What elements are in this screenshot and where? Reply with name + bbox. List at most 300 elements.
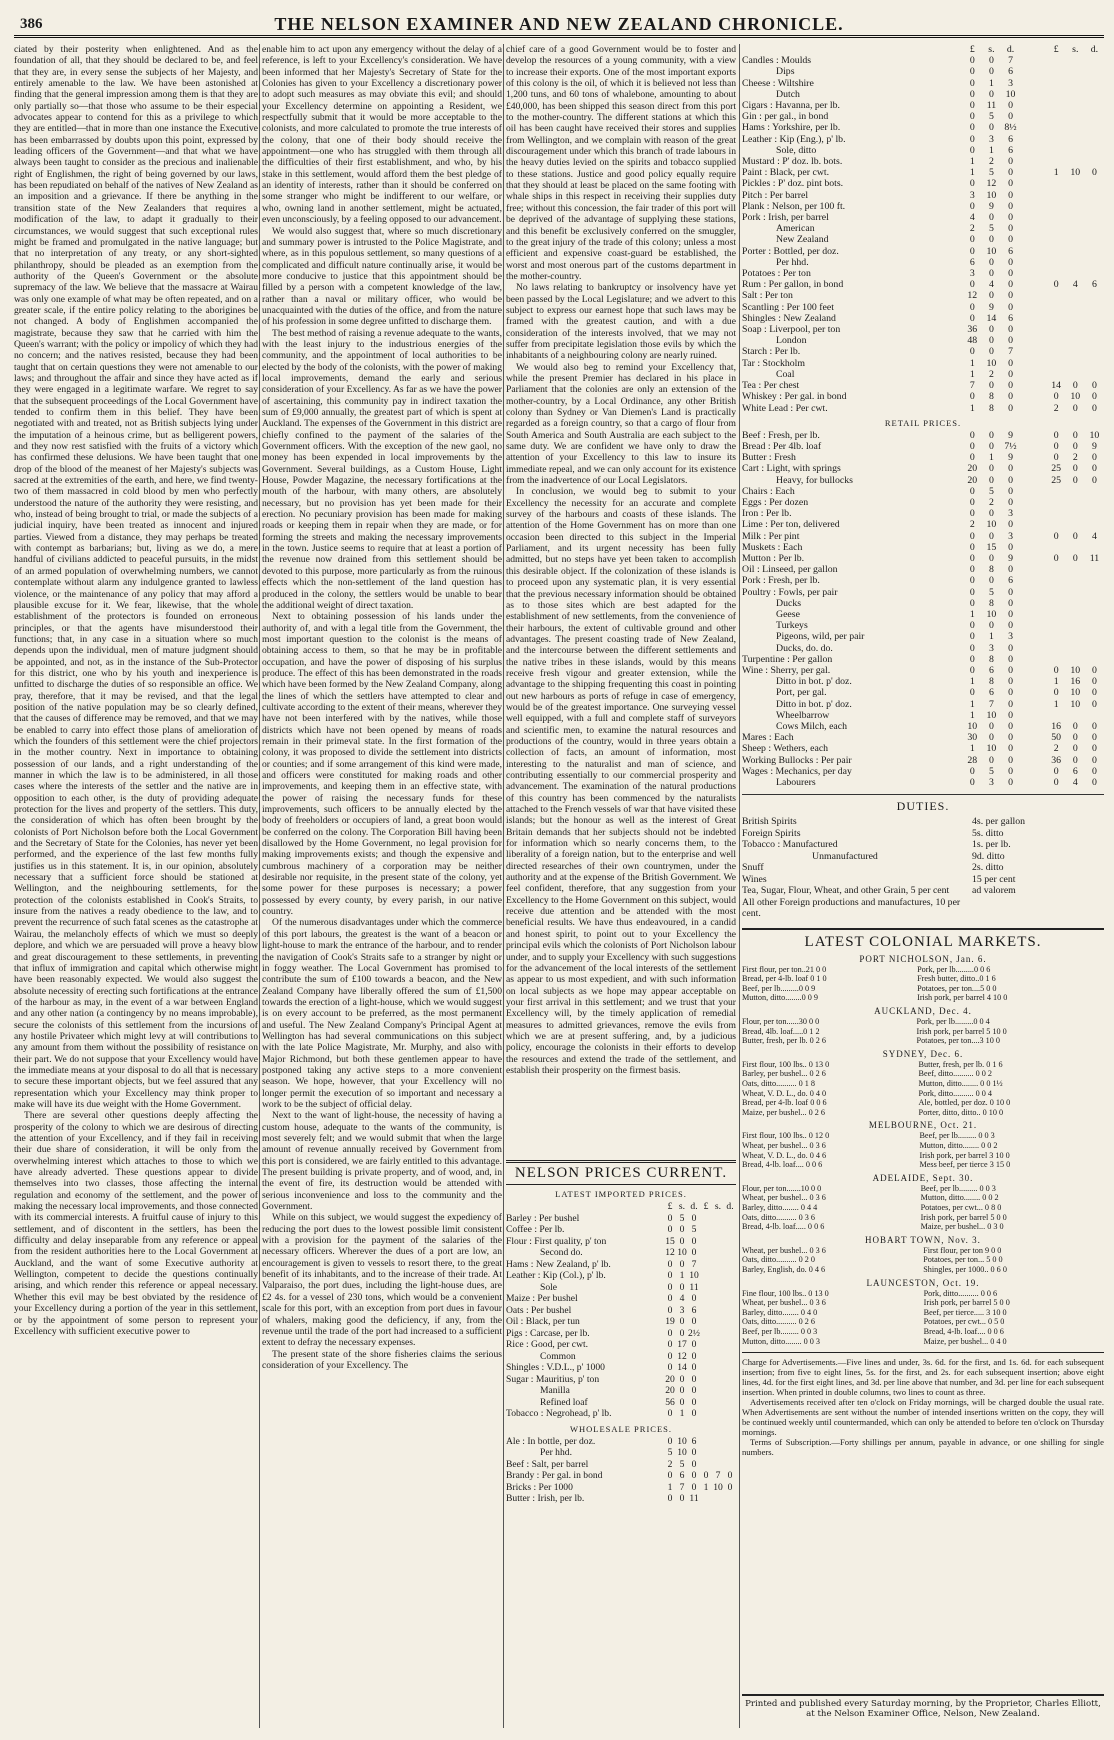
price-high: 10 [1070,698,1081,710]
price-high [724,1213,736,1225]
price-low: 0 [1008,519,1013,531]
spacer [1020,279,1046,290]
price-high [1066,324,1085,335]
price-high: 0 [1072,720,1078,732]
price-high [1047,358,1066,369]
price-high [1066,710,1085,721]
spacer [1020,755,1046,766]
price-high [712,1305,724,1317]
price-high [1066,564,1085,575]
spacer [1020,223,1046,234]
price-low: 0 [1008,586,1013,598]
price-row [506,1270,736,1282]
item-name: Butter : Irish, per lb. [506,1493,585,1504]
price-low: 0 [667,1408,673,1419]
market-entry: Wheat, V. D. L., do. 0 4 0 [742,1088,827,1098]
price-row [742,78,1104,89]
item-name: Whiskey : Per gal. in bond [742,391,847,403]
item-name: Chairs : Each [742,485,795,497]
wholesale-prices-heading: WHOLESALE PRICES. [570,1423,672,1434]
price-low: 0 [969,301,975,313]
item-name: Coffee : Per lb. [506,1224,565,1235]
market-entry: Porter, ditto, ditto.. 0 10 0 [918,1107,1004,1117]
price-low: 0 [969,765,975,777]
market-row [742,984,1104,994]
price-low: 20 [967,474,978,486]
price-high [1066,234,1085,245]
page-header [14,8,1104,38]
price-high [712,1224,724,1236]
market-entry: Butter, fresh, per lb. 0 2 6 [742,1036,827,1046]
retail-prices-heading: RETAIL PRICES. [884,417,962,428]
price-low: 0 [988,552,994,564]
market-entry: Wheat, per bushel... 0 3 6 [742,1298,826,1308]
price-low: 0 [691,1385,697,1396]
price-row [506,1436,736,1448]
nelson-prices-current [506,1160,736,1505]
price-low: 3 [679,1304,685,1316]
price-high [1085,643,1104,654]
price-low: 0 [1008,357,1013,369]
price-high [1047,156,1066,167]
item-name: Port, per gal. [776,687,827,699]
price-high [712,1270,724,1282]
item-name: Per hhd. [776,256,809,268]
price-high: 0 [1091,743,1097,755]
price-high [1047,609,1066,620]
price-high: 0 [1072,552,1078,564]
market-entry: Beef, per tierce..... 3 10 0 [923,1307,1007,1317]
price-low: 28 [967,754,978,766]
price-high: 0 [1072,463,1078,475]
price-low: 0 [988,268,994,280]
price-high [1047,587,1066,598]
market-entry: Beef, ditto.......... 0 0 2 [918,1069,992,1079]
item-name: Cigars : Havanna, per lb. [742,100,840,112]
price-row [506,1213,736,1225]
price-low: 0 [1008,234,1013,246]
price-high [712,1316,724,1328]
price-low: 0 [667,1293,673,1304]
paragraph: We would also suggest that, where so much discretionary and summary power is intrusted to the Police Magistrate, and where, as in this populous settlement, so many questions of a complicated and difficult nature continually arise, it would be more conducive to justice that this appointment should be filled by a person with a competent knowledge of the law, rather than a naval or military officer, who would be unacquainted with the duties of the office, and from the nature of his profession in some degree unfitted to discharge them. [262,225,502,328]
item-name: Mustard : P' doz. lb. bots. [742,156,843,168]
spacer [1020,699,1046,710]
price-low: 10 [986,743,997,755]
spacer [1020,380,1046,391]
price-high [712,1339,724,1351]
market-entry: Shingles, per 1000.. 0 6 0 [923,1264,1007,1274]
col-pence: d. [690,1201,698,1212]
market-entry: Oats, ditto.......... 0 1 8 [742,1079,816,1089]
price-low: 4 [969,212,975,224]
item-name: London [776,335,807,347]
col-pounds: £ [969,44,975,55]
price-row [742,66,1104,77]
price-high [724,1316,736,1328]
price-low: 0 [1008,268,1013,280]
item-name: Oil : Linseed, per gallon [742,564,838,576]
price-high [1085,89,1104,100]
price-low: 4 [679,1293,685,1304]
market-entry: Bread, 4-lb. loaf..... 0 0 6 [742,1222,825,1232]
price-low: 0 [988,429,994,441]
market-row [742,1089,1104,1099]
item-name: American [776,223,815,235]
price-high: 50 [1051,732,1062,744]
item-name: Working Bullocks : Per pair [742,754,852,766]
market-row [742,1184,1104,1194]
price-high [700,1385,712,1397]
spacer [1020,111,1046,122]
price-low: 0 [969,77,975,89]
price-low: 0 [969,452,975,464]
market-entry: Barley, per bushel... 0 2 6 [742,1069,826,1079]
price-row [742,178,1104,189]
price-high [724,1351,736,1363]
price-low: 0 [988,122,994,134]
market-row [742,1255,1104,1265]
price-low: 2 [667,1458,673,1470]
item-name: Hams : Yorkshire, per lb. [742,122,841,134]
price-high [1066,66,1085,77]
market-entry: Mutton, ditto........ 0 0 1½ [918,1079,1003,1089]
price-row [742,475,1104,486]
price-low: 3 [1008,77,1013,89]
price-low: 0 [1008,324,1013,336]
price-low: 8 [988,676,994,688]
market-entry: Pork, ditto.......... 0 0 4 [918,1088,993,1098]
price-low: 10 [986,189,997,201]
col-shillings: s. [1072,44,1079,55]
price-low: 0 [1008,474,1013,486]
price-low: 9 [1008,452,1013,464]
price-low: 0 [969,100,975,112]
price-low: 0 [1008,687,1013,699]
spacer [1020,743,1046,754]
price-high [1047,369,1066,380]
price-high [712,1385,724,1397]
price-row [506,1305,736,1317]
price-low: 4 [988,279,994,291]
imported-prices-table [506,1201,736,1420]
price-high [1066,358,1085,369]
price-high [1066,575,1085,586]
item-name: Pigeons, wild, per pair [776,631,865,643]
item-name: Per hhd. [540,1447,572,1458]
price-high: 0 [1053,279,1059,291]
article-column-2 [262,44,502,1728]
price-low: 0 [969,664,975,676]
price-row [742,430,1104,441]
duty-row [742,816,1104,828]
price-high [1085,190,1104,201]
item-name: Poultry : Fowls, per pair [742,586,838,598]
duty-row [742,897,1104,920]
price-low: 0 [1008,368,1013,380]
market-city: HOBART TOWN, Nov. 3. [865,1234,981,1245]
price-low: 0 [969,586,975,598]
market-row [742,1151,1104,1161]
col-shillings: s. [678,1201,686,1212]
market-city: ADELAIDE, Sept. 30. [872,1172,974,1183]
advertising-charges: Charge for Advertisements.—Five lines and under, 3s. 6d. for the first, and 1s. 6d. for each subsequent insertion; from five to eight lines, 5s. for the first, and 2s. for each subsequent insertion; above eight lines, 4d. for the first eight lines, and 3d. per line above that number, and 3d. per line for each subsequent insertion. When printed in double columns, two lines to count as three. [742,1357,1104,1398]
prices-column [742,44,1104,1734]
item-name: Bricks : Per 1000 [506,1481,573,1493]
price-high: 0 [1091,474,1097,486]
price-high [1085,564,1104,575]
duty-item: British Spirits [742,816,797,828]
price-low: 10 [986,245,997,257]
price-low: 2 [988,156,994,168]
market-row [742,1017,1104,1027]
price-row [506,1470,736,1482]
price-low: 0 [1008,279,1013,291]
item-name: Ducks, do. do. [776,642,833,654]
duty-row [742,828,1104,840]
item-name: Leather : Kip (Eng.), p' lb. [742,133,846,145]
price-low: 36 [967,324,978,336]
price-low: 0 [1008,178,1013,190]
paragraph: While on this subject, we would suggest the expediency of reducing the port dues to the lowest possible limit consistent with a provision for the payment of the salaries of the necessary officers. Wherever the dues of a port are low, an encouragement is given to vessels to resort there, to the great benefit of its inhabitants, and to the increase of their trade. At Valparaiso, the port dues, including the light-house dues, are £2 4s. for a vessel of 230 tons, which would be a convenient scale for this port, with an exception from port dues in favour of whalers, making good the deficiency, if any, from the revenue until the trade of the port had increased to a sufficient extent to defray the necessary expenses. [262,1212,502,1349]
price-high [1066,598,1085,609]
market-entry: Fine flour, 100 lbs.. 0 13 0 [742,1288,829,1298]
market-row [742,1203,1104,1213]
price-high [724,1408,736,1420]
price-high [700,1316,712,1328]
item-name: Salt : Per ton [742,290,793,302]
item-name: Coal [776,368,795,380]
item-name: Common [540,1350,576,1362]
price-high [1066,55,1085,66]
price-low: 0 [969,391,975,403]
price-high [700,1459,712,1471]
price-high [724,1447,736,1459]
price-row [742,279,1104,290]
price-low: 0 [691,1293,697,1304]
imported-prices-heading: LATEST IMPORTED PRICES. [555,1189,687,1199]
item-name: Heavy, for bullocks [776,474,853,486]
duty-row [742,885,1104,897]
price-high [700,1247,712,1259]
price-high: 11 [1089,552,1100,564]
market-row [742,1246,1104,1256]
price-low: 0 [988,212,994,224]
market-entry: Bread, 4-lb. loaf.... 0 0 6 [742,1160,823,1170]
price-high [700,1236,712,1248]
price-high [1066,78,1085,89]
spacer [1020,609,1046,620]
price-low: 0 [1008,541,1013,553]
price-high [724,1328,736,1340]
price-high [1085,234,1104,245]
market-entry: Oats, ditto.......... 0 3 6 [742,1212,816,1222]
price-high [1047,324,1066,335]
price-high [1085,212,1104,223]
price-high: 25 [1051,463,1062,475]
price-high [1047,100,1066,111]
market-table [742,1131,1104,1169]
item-name: Pitch : Per barrel [742,189,809,201]
duty-rate: ad valorem [972,885,1016,897]
paragraph: ciated by their posterity when enlightened. And as the foundation of all, that they should be declared to be, and feel that they are, in every sense the subjects of her Majesty, and entirely amenable to the law. We have been astonished at finding that the general impression among them is that they are only partially so—that those who assume to be their especial advocates appear to contend for this as a privilege to which they are entitled—that in more than one instance the Executive has been embarrassed by doubts upon this point, expressed by leading officers of the Government—and that what we have always been taught to consider as the precious and inalienable right of Englishmen, the right of being governed by our laws, has been repudiated on behalf of the natives of New Zealand as an imposition and a grievance. If there be anything in the transition state of the New Zealanders that requires a modification of the law, to adapt it gradually to their circumstances, we would suggest that such exceptional rules might be framed and promulgated in the native language; but that no interpretation of any treaty, or any short-sighted philanthropy, should be pleaded as an exemption from the authority of the Queen's Government or the absolute supremacy of the law. We believe that the massacre at Wairau was only one example of what may be often repeated, and on a greater scale, if the entire policy relating to the aborigines be not changed. A body of Englishmen accompanied the magistrate, because they saw that he carried with him the Queen's warrant; with the policy or impolicy of which they had no concern; and the natives resisted, because they had been taught that on certain questions they were not amenable to our laws; and throughout the affair and since they have acted as if they were engaged in a legitimate warfare. We regret to say that the subsequent proceedings of the Local Government have tended to confirm them in this belief. They have been negotiated with and treated, not as British subjects lying under the imputation of a heinous crime, but as belligerent powers, and they now rest satisfied with the fruits of a victory which has confirmed these delusions. We have been taught that one drop of the blood of the meanest of her Majesty's subjects was sacred at the extremities of the earth, and here, we find twenty-two of them massacred in cold blood by men who perfectly understood the nature of the authority they were resisting, and who, instead of being brought to trial, or made the subjects of a judicial inquiry, have been treated as innocent and injured parties. Viewed from a distance, they may perhaps be treated with contempt as barbarians; but, living as we do, a mere handful of civilians addicted to peaceful pursuits, in the midst of an armed population of overwhelming numbers, we cannot contemplate without alarm any indulgence granted to lawless violence, or the maintenance of any policy that may afford a plausible excuse for it. We fear, likewise, that the whole establishment of the protectors is founded on erroneous principles, or that the agents have misunderstood their functions; that, in any case in a situation where so much depends upon the individual, men of mature judgment should be appointed, and not, as in the instance of the Sub-Protector for this district, one who by his youth and inexperience is unfitted to discharge the duties of so responsible an office. We pray, therefore, that it may be revised, and that the legal position of the native population may be so clearly defined, that the causes of difference may be removed, and that we may be enabled to carry into effect those plans of amelioration of which the founders of this settlement were the chief projectors in the mother country. Next in importance to obtaining possession of our lands, and a right understanding of the manner in which the law is to be administered, in all those cases where the interests of the settler and the native are in opposition to each other, is the duty of providing adequate protection for the lives and property of the settlers. This duty, the consideration of which has often been brought by the colonists of Port Nicholson before both the Local Government and the Secretary of State for the Colonies, has never yet been performed, and the experience of the last few months fully justifies us in this statement. It is, in our opinion, absolutely necessary that a sufficient force should be stationed at Wellington, and the neighbouring settlements, for the protection of the colonists established in Cook's Straits, to insure from the natives a ready obedience to the law, and to prevent the recurrence of such fatal scenes as the catastrophe at Wairau, the melancholy effects of which we must so deeply deplore, and which we are persuaded will prove a heavy blow and great discouragement to these settlements, in preventing that influx of immigration and capital which otherwise might have been reasonably expected. We would also suggest the absolute necessity of erecting such fortifications at the entrance of the harbour as may, in the event of a war between England and any other nation (a contingency by no means improbable), secure the colonists of this settlement from the incursions of any hostile Privateer which might levy at will contributions to any amount from them without the possibility of resistance on their part. We do not suppose that your Excellency would have the immediate means at your disposal to do all that is necessary to secure these important objects, but we feel assured that any representation which your Excellency may think proper to make will have its due weight with the Home Government. [14,44,258,1110]
price-high: 0 [1072,743,1078,755]
item-name: Turkeys [776,620,808,632]
price-low: 7 [679,1481,685,1493]
price-low: 56 [665,1396,675,1408]
price-row [742,313,1104,324]
item-name: Ducks [776,597,802,609]
price-low: 0 [969,133,975,145]
price-low: 0 [1008,754,1013,766]
price-low: 1 [667,1481,673,1493]
item-name: Ditto in bot. p' doz. [776,676,852,688]
price-low: 3 [969,189,975,201]
price-high [1047,89,1066,100]
market-entry: Bread, per 4-lb. loaf 0 1 0 [742,974,827,984]
price-high [1085,268,1104,279]
duty-row [742,839,1104,851]
price-low: 0 [969,279,975,291]
item-name: Rum : Per gallon, in bond [742,279,844,291]
price-low: 0 [969,178,975,190]
market-entry: Pork, per lb.........0 0 4 [916,1017,990,1027]
price-low: 0 [969,234,975,246]
market-city: MELBOURNE, Oct. 21. [868,1120,978,1131]
price-low: 0 [969,485,975,497]
item-name: Dips [776,66,795,78]
price-low: 6 [691,1435,697,1447]
price-row [742,441,1104,452]
market-row [742,1069,1104,1079]
price-row [742,55,1104,66]
market-entry: Beef, per lb......... 0 0 3 [920,1183,996,1193]
item-name: Milk : Per pint [742,530,800,542]
duty-rate: 15 per cent [972,873,1016,885]
price-low: 0 [1008,698,1013,710]
price-high [1085,598,1104,609]
price-row [742,676,1104,687]
market-entry: Pork, ditto.......... 0 0 6 [923,1288,998,1298]
item-name: Eggs : Per dozen [742,496,809,508]
market-entry: Potatoes, per ton... 5 0 0 [923,1255,1003,1265]
price-low: 0 [988,256,994,268]
paragraph: The best method of raising a revenue adequate to the wants, with the least injury to the industrious energies of the community, and the appointment of local authorities to be elected by the body of the colonists, with the power of making local improvements, demand the early and serious consideration of your Excellency. As far as we have the power of ascertaining, this community pay in indirect taxation the sum of £9,000 annually, the greatest part of which is spent at Auckland. The expenses of the Government in this district are chiefly confined to the payment of the salaries of the Government officers. With the exception of the new gaol, no money has been expended in local improvements by the Government. Several buildings, as a Custom House, Light House, Powder Magazine, the necessary fortifications at the mouth of the harbour, with many others, are absolutely necessary, but no provision has yet been made for their erection. No pecuniary provision has been made for making roads or keeping them in repair when they are made, or for forming the streets and making the necessary improvements in the town. Justice seems to require that at least a portion of the revenue now drained from this settlement should be devoted to this purpose, more particularly as from the ruinous effects which the non-settlement of the land question has produced in the colony, the settlers would be unable to bear the additional weight of direct taxation. [262,327,502,611]
price-row [506,1482,736,1494]
market-entry: Flour, per ton.......10 0 0 [742,1183,822,1193]
price-high [1085,134,1104,145]
price-high [700,1397,712,1409]
price-row [506,1224,736,1236]
price-low: 0 [988,234,994,246]
price-high [1066,145,1085,156]
duty-item: Unmanufactured [812,850,878,862]
spacer [1020,687,1046,698]
market-entry: Pork, per lb.........0 0 6 [917,964,991,974]
price-low: 10 [986,709,997,721]
price-low: 7 [1008,346,1013,358]
price-high [1066,346,1085,357]
price-low: 0 [1008,732,1013,744]
price-low: 0 [969,597,975,609]
price-row [742,223,1104,234]
market-row [742,1222,1104,1232]
price-high: 10 [1070,687,1081,699]
price-low: 0 [969,496,975,508]
duty-rate: 5s. ditto [972,827,1004,839]
price-rows [742,55,1104,414]
price-high [1047,575,1066,586]
price-low: 0 [1008,335,1013,347]
price-high [724,1224,736,1236]
price-low: 0 [667,1212,673,1224]
price-low: 8 [988,597,994,609]
price-row [742,156,1104,167]
price-low: 0 [988,380,994,392]
price-high: 1 [1053,167,1059,179]
duty-row [742,851,1104,863]
market-city: AUCKLAND, Dec. 4. [874,1006,972,1017]
price-row [742,710,1104,721]
paragraph: enable him to act upon any emergency without the delay of a reference, is left to your Excellency's consideration. We have been informed that her Majesty's Secretary of State for the Colonies has given to your Excellency a discretionary power to adopt such measures as may obviate this evil; and should your Excellency determine on appointing a Resident, we respectfully submit that it would be more acceptable to the colonists, and more calculated to promote the true interests of the colony, that one of their body should receive the appointment—one who has struggled with them through all the difficulties of their first establishment, and who, by his stake in this settlement, would afford them the best pledge of an identity of interests, rather than it should be conferred on some stranger who might be indifferent to our welfare, or who, owning land in another settlement, might be actuated, even unconsciously, by a feeling opposed to our advancement. [262,44,502,226]
market-entry: Potatoes, per ton....5 0 0 [917,983,997,993]
item-name: Paint : Black, per cwt. [742,167,830,179]
price-low: 0 [969,111,975,123]
price-high [700,1447,712,1459]
price-high [1047,542,1066,553]
price-low: 0 [691,1373,697,1385]
price-low: 1 [969,167,975,179]
price-high [1066,156,1085,167]
item-name: Maize : Per bushel [506,1293,578,1304]
price-low: 0 [1008,391,1013,403]
spacer [1020,212,1046,223]
price-high: 1 [703,1481,709,1493]
price-high [1066,178,1085,189]
price-low: 0 [969,429,975,441]
price-high [700,1493,712,1505]
price-low: 5 [988,111,994,123]
col-pounds: £ [703,1201,709,1212]
price-low: 0 [667,1435,673,1447]
price-low: 10 [986,519,997,531]
spacer [1020,564,1046,575]
price-low: 0 [679,1385,685,1396]
price-low: 48 [967,335,978,347]
price-row [742,486,1104,497]
price-high [1085,66,1104,77]
price-high [1047,178,1066,189]
spacer [1020,519,1046,530]
price-high: 0 [727,1470,733,1481]
market-row [742,1098,1104,1108]
price-low: 0 [1008,608,1013,620]
price-low: 0 [969,440,975,452]
price-low: 1 [969,357,975,369]
price-high: 10 [1070,167,1081,179]
item-name: Wheelbarrow [776,709,830,721]
price-low: 1 [969,676,975,688]
price-low: 14 [677,1362,687,1373]
market-entry: Maize, per bushel... 0 2 6 [742,1107,825,1117]
price-high: 0 [1091,402,1097,414]
price-high [712,1282,724,1294]
price-low: 10 [677,1435,687,1447]
spacer [1020,134,1046,145]
price-high [712,1459,724,1471]
price-high [1066,212,1085,223]
item-name: Muskets : Each [742,541,803,553]
price-low: 0 [679,1224,685,1235]
